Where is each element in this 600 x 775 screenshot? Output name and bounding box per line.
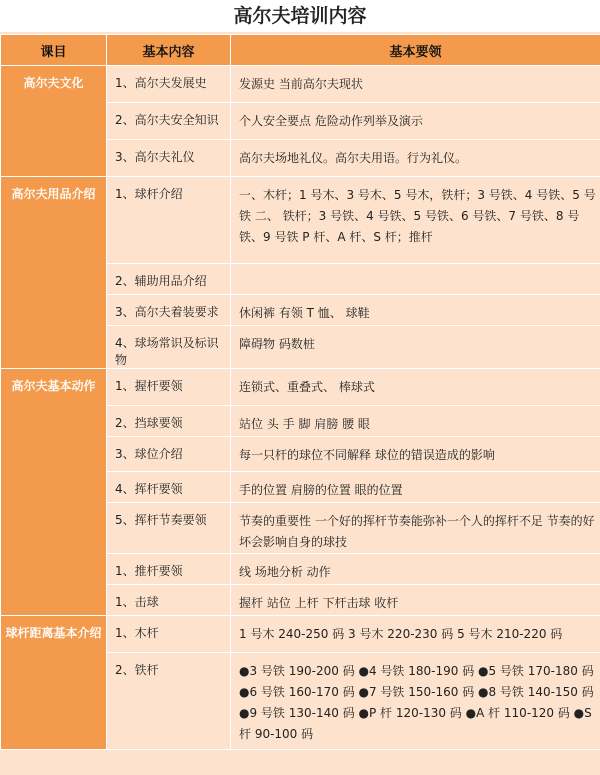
detail-cell: 个人安全要点 危险动作列举及演示 [231, 103, 600, 140]
item-cell: 1、高尔夫发展史 [107, 66, 231, 103]
detail-cell: 连锁式、重叠式、 棒球式 [231, 369, 600, 406]
detail-cell: 握杆 站位 上杆 下杆击球 收杆 [231, 585, 600, 616]
table-row [1, 177, 600, 264]
category-cell: 高尔夫用品介绍 [1, 177, 107, 369]
category-cell: 高尔夫文化 [1, 66, 107, 177]
item-cell: 4、挥杆要领 [107, 472, 231, 503]
header-subject: 课目 [1, 35, 107, 66]
header-content: 基本内容 [107, 35, 231, 66]
page-title: 高尔夫培训内容 [0, 0, 600, 32]
item-cell: 4、球场常识及标识物 [107, 326, 231, 369]
detail-cell: 1 号木 240-250 码 3 号木 220-230 码 5 号木 210-220 码 [231, 616, 600, 653]
detail-cell: 线 场地分析 动作 [231, 554, 600, 585]
detail-cell: 节奏的重要性 一个好的挥杆节奏能弥补一个人的挥杆不足 节奏的好坏会影响自身的球技 [231, 503, 600, 554]
item-cell: 1、握杆要领 [107, 369, 231, 406]
detail-cell [231, 264, 600, 295]
table-body [1, 66, 600, 750]
detail-cell: 站位 头 手 脚 肩膀 腰 眼 [231, 406, 600, 437]
item-cell: 1、击球 [107, 585, 231, 616]
item-cell: 2、高尔夫安全知识 [107, 103, 231, 140]
item-cell: 2、辅助用品介绍 [107, 264, 231, 295]
item-cell: 2、铁杆 [107, 653, 231, 750]
item-cell: 2、挡球要领 [107, 406, 231, 437]
item-cell: 1、木杆 [107, 616, 231, 653]
item-cell: 5、挥杆节奏要领 [107, 503, 231, 554]
detail-cell: 每一只杆的球位不同解释 球位的错误造成的影响 [231, 437, 600, 472]
table-row [1, 66, 600, 103]
item-cell: 1、球杆介绍 [107, 177, 231, 264]
table-row [1, 616, 600, 653]
detail-cell: 高尔夫场地礼仪。高尔夫用语。行为礼仪。 [231, 140, 600, 177]
category-cell: 高尔夫基本动作 [1, 369, 107, 616]
header-essentials: 基本要领 [231, 35, 600, 66]
item-cell: 3、球位介绍 [107, 437, 231, 472]
item-cell: 3、高尔夫着装要求 [107, 295, 231, 326]
detail-cell: 手的位置 肩膀的位置 眼的位置 [231, 472, 600, 503]
detail-cell: 障碍物 码数桩 [231, 326, 600, 369]
category-cell: 球杆距离基本介绍 [1, 616, 107, 750]
detail-cell: 一、木杆；1 号木、3 号木、5 号木，铁杆；3 号铁、4 号铁、5 号铁 二、 铁杆；3 号铁、4 号铁、5 号铁、6 号铁、7 号铁、8 号铁、9 号铁 P 杆、A 杆、S 杆；推杆 [231, 177, 600, 264]
training-table [0, 34, 600, 750]
detail-cell: ●3 号铁 190-200 码 ●4 号铁 180-190 码 ●5 号铁 170-180 码 ●6 号铁 160-170 码 ●7 号铁 150-160 码 ●8 号铁 140-150 码 ●9 号铁 130-140 码 ●P 杆 120-130 码 ●A 杆 110-120 码 ●S 杆 90-100 码 [231, 653, 600, 750]
item-cell: 3、高尔夫礼仪 [107, 140, 231, 177]
detail-cell: 休闲裤 有领 T 恤、 球鞋 [231, 295, 600, 326]
table-row [1, 369, 600, 406]
item-cell: 1、推杆要领 [107, 554, 231, 585]
detail-cell: 发源史 当前高尔夫现状 [231, 66, 600, 103]
